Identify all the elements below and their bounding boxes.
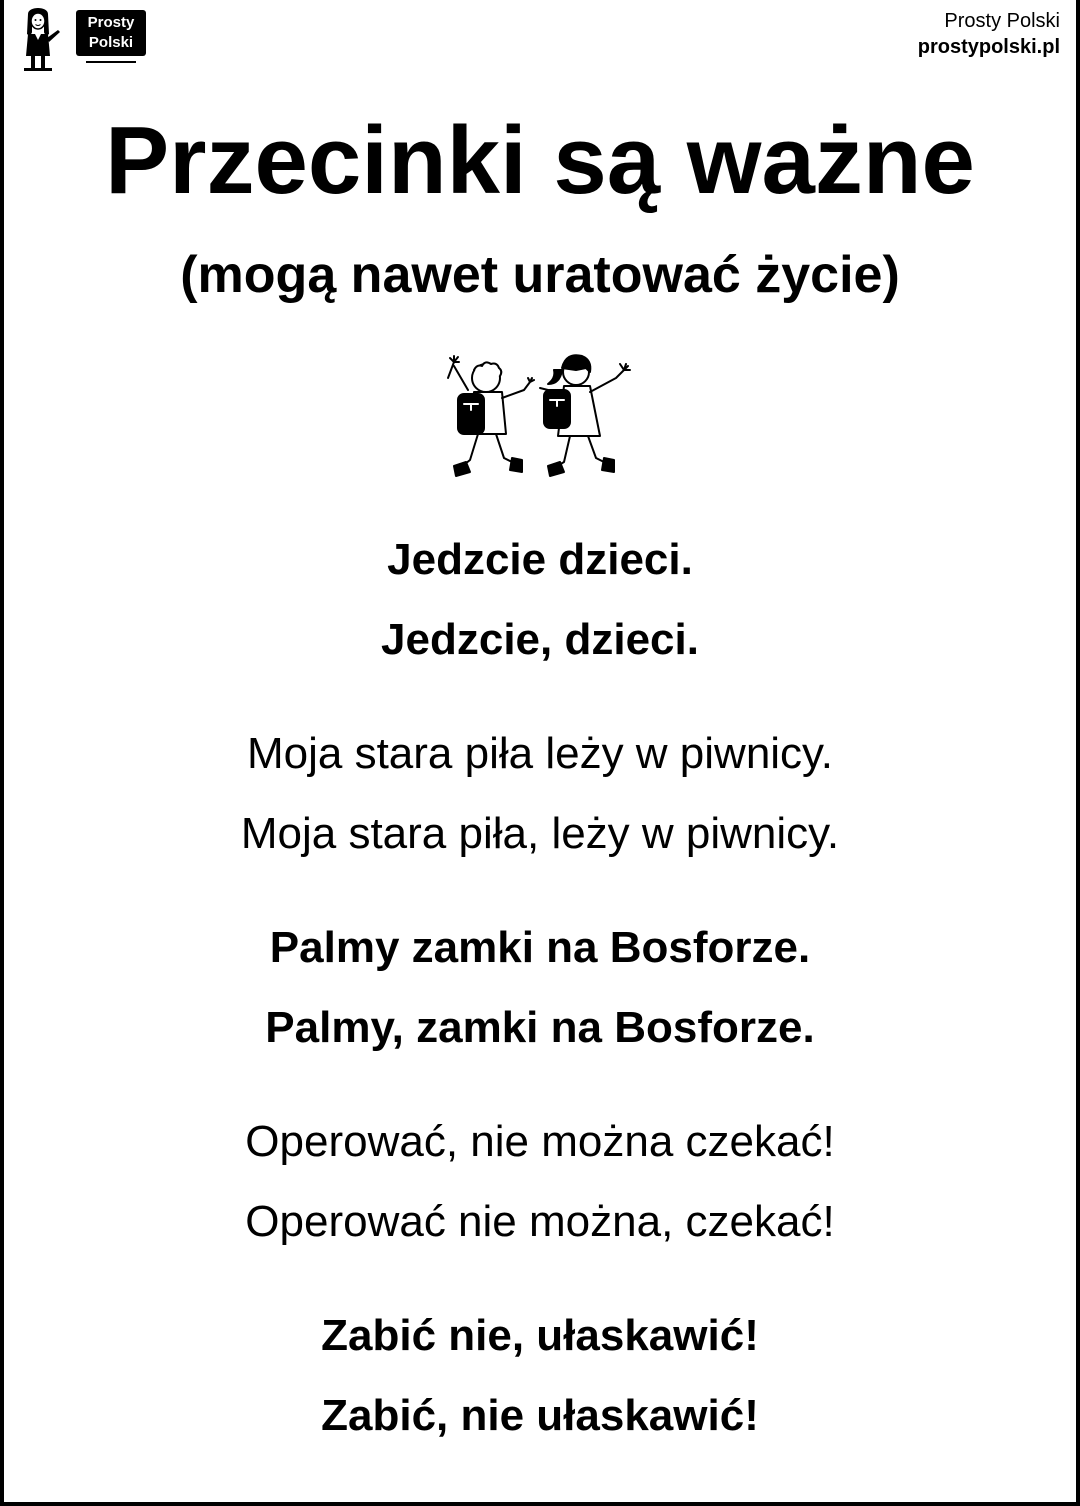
logo-board: [76, 10, 146, 56]
brand-url: prostypolski.pl: [917, 36, 1060, 58]
logo: [14, 4, 139, 72]
pair-3-sentence-a: Palmy zamki na Bosforze.: [269, 923, 811, 972]
pair-2-sentence-a: Moja stara piła leży w piwnicy.: [246, 729, 834, 778]
brand: [918, 8, 1060, 60]
pair-4-sentence-b: Operować nie można, czekać!: [245, 1197, 835, 1246]
pair-5-sentence-a: Zabić nie, ułaskawić!: [321, 1311, 759, 1360]
logo-line-1: Prosty: [87, 14, 135, 31]
page-title: Przecinki są ważne: [105, 107, 975, 214]
logo-line-2: Polski: [88, 34, 134, 51]
teacher-icon: [14, 4, 64, 72]
logo-underline: [86, 61, 136, 63]
pair-1-sentence-b: Jedzcie, dzieci.: [381, 615, 699, 664]
brand-name: Prosty Polski: [944, 10, 1060, 32]
pair-1-sentence-a: Jedzcie dzieci.: [387, 535, 693, 584]
pair-2-sentence-b: Moja stara piła, leży w piwnicy.: [240, 809, 840, 858]
bottom-border: [0, 1502, 1080, 1506]
pair-4-sentence-a: Operować, nie można czekać!: [245, 1117, 835, 1166]
pair-3-sentence-b: Palmy, zamki na Bosforze.: [265, 1003, 815, 1052]
two-children-with-backpacks-icon: [440, 348, 640, 494]
pair-5-sentence-b: Zabić, nie ułaskawić!: [321, 1391, 759, 1440]
page-subtitle: (mogą nawet uratować życie): [180, 246, 900, 304]
